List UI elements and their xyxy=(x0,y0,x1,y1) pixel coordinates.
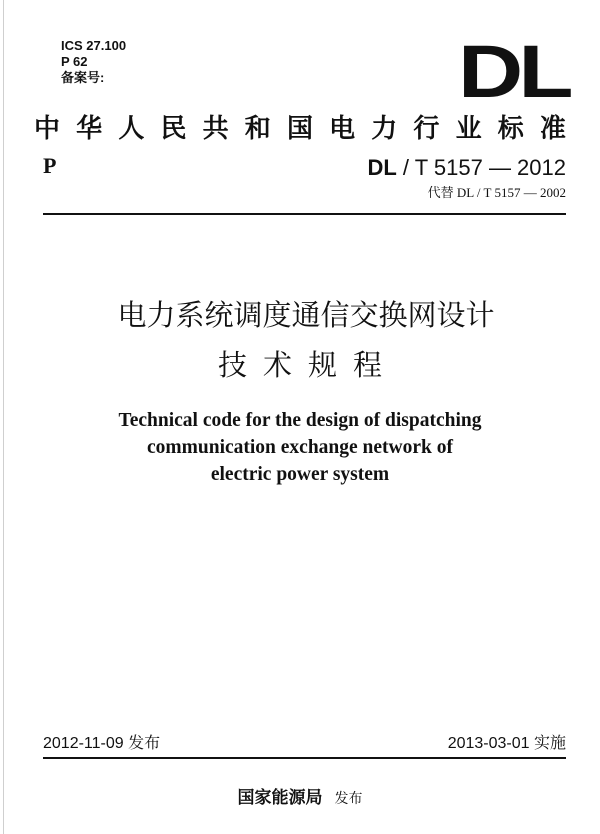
standard-number-prefix: DL xyxy=(367,155,397,180)
issue-date: 2012-11-09 发布 xyxy=(43,735,161,752)
publisher-name: 国家能源局 xyxy=(237,788,323,808)
english-title-line-2: communication exchange network of xyxy=(146,437,453,458)
standard-category-title xyxy=(34,111,566,147)
filing-number-label: 备案号: xyxy=(61,70,105,85)
document-metadata xyxy=(61,38,126,86)
effective-date: 2013-03-01 实施 xyxy=(447,735,566,752)
english-title-line-3: electric power system xyxy=(210,464,390,485)
bottom-divider xyxy=(43,757,566,759)
publisher xyxy=(0,786,600,811)
standard-number xyxy=(367,155,566,181)
ics-code: ICS 27.100 xyxy=(61,38,127,53)
standard-number-rest: / T 5157 — 2012 xyxy=(402,155,566,180)
category-title-char: 共 xyxy=(202,114,229,144)
category-title-char: 和 xyxy=(244,114,271,144)
category-title-char: 华 xyxy=(76,114,103,144)
category-title-char: 电 xyxy=(329,114,356,144)
publisher-action: 发布 xyxy=(334,791,363,807)
chinese-title-line-2: 技术规程 xyxy=(217,348,398,382)
classification-code: P 62 xyxy=(61,54,88,69)
category-title-char: 准 xyxy=(539,114,566,144)
category-title-char: 中 xyxy=(34,114,61,144)
category-title-char: 业 xyxy=(455,114,482,144)
category-title-char: 标 xyxy=(497,114,524,144)
category-title-char: 力 xyxy=(371,114,398,144)
replaces-standard: 代替 DL / T 5157 — 2002 xyxy=(427,185,566,200)
category-title-char: 民 xyxy=(160,114,187,144)
english-title-line-1: Technical code for the design of dispatching xyxy=(118,410,482,431)
english-title xyxy=(0,407,600,488)
category-title-char: 国 xyxy=(286,114,313,144)
category-letter: P xyxy=(43,153,57,178)
category-title-char: 人 xyxy=(118,114,145,144)
category-title-char: 行 xyxy=(413,114,440,144)
top-divider xyxy=(43,213,566,215)
dl-logo: DL xyxy=(458,30,569,113)
chinese-title-line-1: 电力系统调度通信交换网设计 xyxy=(117,298,495,332)
